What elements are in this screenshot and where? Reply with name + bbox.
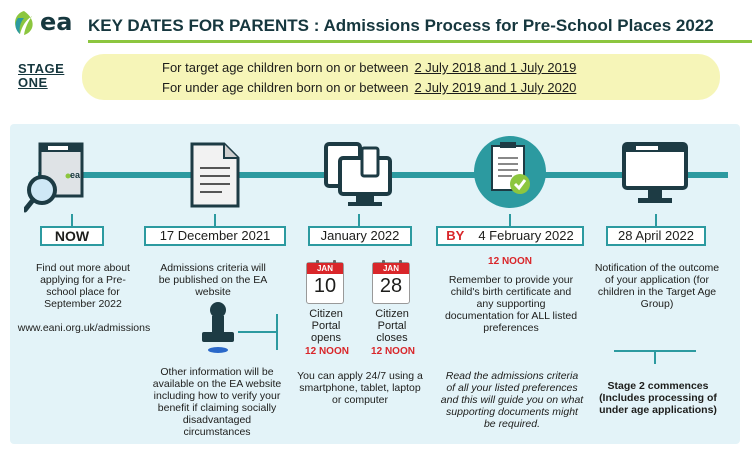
stem-dec	[214, 214, 216, 226]
calendar-open-month: JAN	[307, 263, 343, 274]
by-label: BY	[446, 228, 465, 243]
target-age-row	[162, 60, 576, 75]
label-jan: January 2022	[308, 226, 412, 246]
dec-text: Admissions criteria will be published on the EA website	[158, 262, 268, 298]
stage2-text: Stage 2 commences (Includes processing of under age applications)	[599, 380, 717, 416]
now-url[interactable]: www.eani.org.uk/admissions	[17, 322, 151, 334]
stage-label-line2: ONE	[18, 75, 48, 90]
jan-text: You can apply 24/7 using a smartphone, tablet, laptop or computer	[297, 370, 423, 406]
portal-closes-time: 12 NOON	[371, 346, 415, 357]
stage-label	[18, 62, 64, 90]
monitor-icon	[620, 140, 690, 210]
stem-now	[71, 214, 73, 226]
label-dec: 17 December 2021	[144, 226, 286, 246]
feb-time: 12 NOON	[488, 256, 532, 267]
ea-logo[interactable]	[10, 8, 80, 38]
stem-apr	[655, 214, 657, 226]
dec-divider-h	[238, 331, 278, 333]
under-age-range: 2 July 2019 and 1 July 2020	[414, 80, 577, 95]
now-text: Find out more about applying for a Pre-school place for September 2022	[36, 262, 130, 310]
stem-jan	[358, 214, 360, 226]
browser-logo-text: ea	[70, 170, 81, 180]
stamp-icon	[196, 300, 240, 356]
portal-closes-text: Citizen Portal closes	[375, 308, 409, 344]
calendar-open-day: 10	[313, 275, 337, 297]
target-age-prefix: For target age children born on or between	[162, 60, 409, 75]
label-feb-date: 4 February 2022	[478, 228, 574, 243]
apr-text: Notification of the outcome of your application (for children in the Target Age Group)	[594, 262, 720, 310]
stem-feb	[509, 214, 511, 226]
under-age-row	[162, 80, 576, 95]
under-age-prefix: For under age children born on or between	[162, 80, 409, 95]
eligibility-dates-box	[82, 54, 720, 100]
leaf-logo-icon	[10, 8, 40, 38]
logo-text: ea	[40, 8, 73, 36]
label-feb	[436, 226, 584, 246]
label-apr: 28 April 2022	[606, 226, 706, 246]
calendar-close-month: JAN	[373, 263, 409, 274]
label-now: NOW	[40, 226, 104, 246]
checklist-icon	[472, 132, 548, 212]
calendar-close-day: 28	[379, 275, 403, 297]
devices-icon	[322, 140, 396, 210]
target-age-range: 2 July 2018 and 1 July 2019	[414, 60, 577, 75]
calendar-close	[372, 262, 410, 304]
page-title: KEY DATES FOR PARENTS : Admissions Process for Pre-School Places 2022	[88, 16, 714, 35]
apr-divider-v	[654, 350, 656, 364]
stage-label-line1: STAGE	[18, 61, 65, 76]
header	[0, 0, 752, 44]
header-divider	[88, 40, 752, 43]
calendar-open	[306, 262, 344, 304]
portal-opens-text: Citizen Portal opens	[309, 308, 343, 344]
feb-text: Remember to provide your child's birth certificate and any supporting documentation for ALL listed preferences	[444, 274, 578, 334]
feb-note: Read the admissions criteria of all your listed preferences and this will guide you on what supporting documents might be required.	[440, 370, 584, 430]
dec-note: Other information will be available on the EA website including how to verify your benefit if claiming socially disadvantaged circumstances	[152, 366, 282, 438]
document-icon	[188, 140, 242, 210]
portal-opens-time: 12 NOON	[305, 346, 349, 357]
